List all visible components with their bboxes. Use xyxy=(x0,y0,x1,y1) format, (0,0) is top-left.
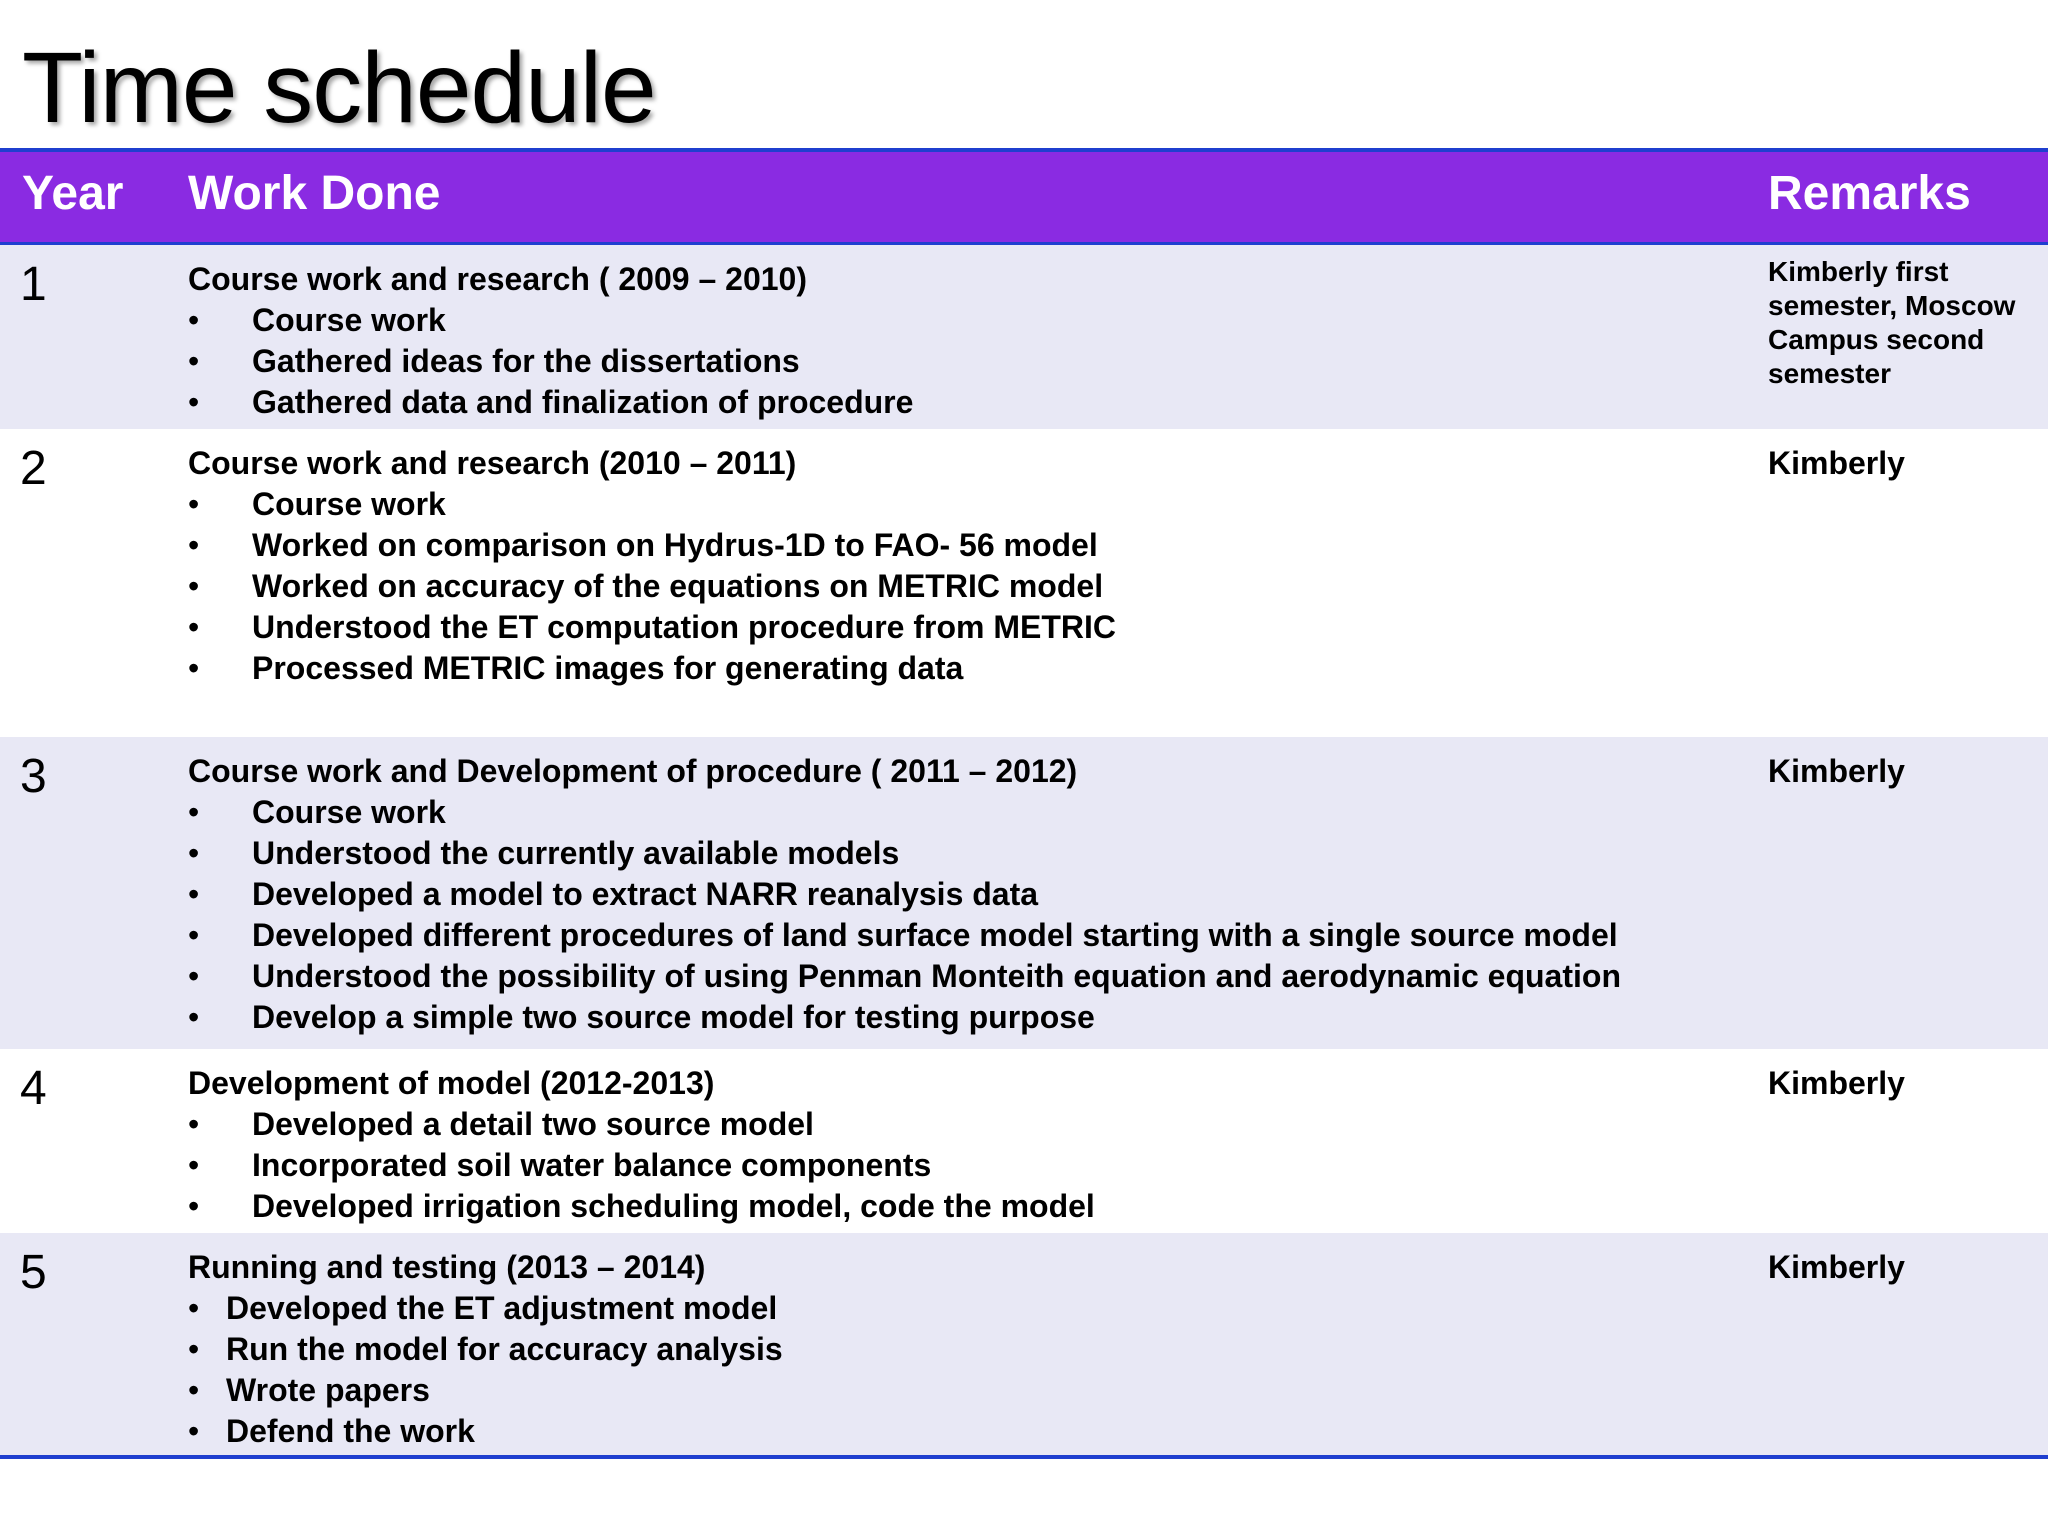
work-cell xyxy=(188,1247,1748,1452)
remarks-cell: Kimberly xyxy=(1768,445,1905,481)
bullet-icon: • xyxy=(188,343,200,379)
work-heading: Course work and Development of procedure ( 2011 – 2012) xyxy=(188,753,1078,789)
list-item xyxy=(188,525,1748,566)
list-item xyxy=(188,792,1748,833)
table-row xyxy=(0,737,2048,1049)
work-heading: Running and testing (2013 – 2014) xyxy=(188,1249,706,1285)
bullet-icon: • xyxy=(188,302,200,338)
bullet-icon: • xyxy=(188,876,200,912)
list-item-text: Incorporated soil water balance components xyxy=(252,1147,932,1183)
bullet-icon: • xyxy=(188,958,200,994)
list-item-text: Developed a model to extract NARR reanalysis data xyxy=(252,876,1039,912)
list-item-text: Understood the possibility of using Penman Monteith equation and aerodynamic equation xyxy=(252,958,1621,994)
list-item xyxy=(188,956,1748,997)
bullet-icon: • xyxy=(188,568,200,604)
year-cell: 2 xyxy=(20,442,47,495)
list-item-text: Developed different procedures of land surface model starting with a single source model xyxy=(252,917,1618,953)
year-cell: 1 xyxy=(20,258,47,311)
bullet-icon: • xyxy=(188,527,200,563)
remarks-cell: Kimberly xyxy=(1768,1249,1905,1285)
list-item-text: Course work xyxy=(252,486,446,522)
year-cell: 5 xyxy=(20,1246,47,1299)
list-item xyxy=(188,833,1748,874)
remarks-cell: Kimberly xyxy=(1768,753,1905,789)
table-header-row xyxy=(0,152,2048,245)
work-cell xyxy=(188,1063,1748,1227)
list-item-text: Developed a detail two source model xyxy=(252,1106,814,1142)
bullet-icon: • xyxy=(188,384,200,420)
list-item xyxy=(188,997,1748,1038)
list-item xyxy=(188,1104,1748,1145)
list-item-text: Worked on accuracy of the equations on METRIC model xyxy=(252,568,1104,604)
list-item xyxy=(188,874,1748,915)
list-item xyxy=(188,382,1748,423)
list-item xyxy=(188,915,1748,956)
work-list xyxy=(188,792,1748,1038)
bullet-icon: • xyxy=(188,1413,200,1449)
work-heading: Course work and research (2010 – 2011) xyxy=(188,445,797,481)
list-item-text: Gathered ideas for the dissertations xyxy=(252,343,800,379)
list-item xyxy=(188,1411,1748,1452)
bullet-icon: • xyxy=(188,1331,200,1367)
list-item-text: Worked on comparison on Hydrus-1D to FAO- 56 model xyxy=(252,527,1098,563)
list-item-text: Course work xyxy=(252,794,446,830)
table-row xyxy=(0,429,2048,737)
year-cell: 3 xyxy=(20,750,47,803)
work-list xyxy=(188,300,1748,423)
work-list xyxy=(188,1288,1748,1452)
bullet-icon: • xyxy=(188,1188,200,1224)
list-item-text: Developed the ET adjustment model xyxy=(226,1290,778,1326)
bullet-icon: • xyxy=(188,917,200,953)
page-title: Time schedule xyxy=(22,32,656,144)
list-item xyxy=(188,1288,1748,1329)
bullet-icon: • xyxy=(188,1147,200,1183)
bullet-icon: • xyxy=(188,486,200,522)
work-heading: Course work and research ( 2009 – 2010) xyxy=(188,261,807,297)
remarks-cell: Kimberly xyxy=(1768,1065,1905,1101)
table-row xyxy=(0,245,2048,429)
list-item-text: Develop a simple two source model for testing purpose xyxy=(252,999,1095,1035)
list-item-text: Wrote papers xyxy=(226,1372,430,1408)
list-item-text: Understood the ET computation procedure from METRIC xyxy=(252,609,1117,645)
bullet-icon: • xyxy=(188,1372,200,1408)
list-item-text: Developed irrigation scheduling model, code the model xyxy=(252,1188,1095,1224)
header-work-done: Work Done xyxy=(188,167,441,220)
list-item-text: Understood the currently available models xyxy=(252,835,900,871)
list-item xyxy=(188,1186,1748,1227)
list-item-text: Defend the work xyxy=(226,1413,475,1449)
list-item-text: Course work xyxy=(252,302,446,338)
work-list xyxy=(188,484,1748,689)
bullet-icon: • xyxy=(188,835,200,871)
list-item xyxy=(188,300,1748,341)
list-item-text: Gathered data and finalization of procedure xyxy=(252,384,914,420)
header-remarks: Remarks xyxy=(1768,167,1971,220)
list-item xyxy=(188,607,1748,648)
list-item xyxy=(188,566,1748,607)
bullet-icon: • xyxy=(188,609,200,645)
list-item xyxy=(188,341,1748,382)
list-item-text: Processed METRIC images for generating data xyxy=(252,650,964,686)
list-item xyxy=(188,648,1748,689)
list-item xyxy=(188,1370,1748,1411)
work-cell xyxy=(188,259,1748,423)
bullet-icon: • xyxy=(188,1106,200,1142)
schedule-table xyxy=(0,148,2048,1459)
table-row xyxy=(0,1049,2048,1233)
list-item xyxy=(188,1329,1748,1370)
work-list xyxy=(188,1104,1748,1227)
table-row xyxy=(0,1233,2048,1455)
work-heading: Development of model (2012-2013) xyxy=(188,1065,715,1101)
work-cell xyxy=(188,443,1748,689)
work-cell xyxy=(188,751,1748,1038)
list-item xyxy=(188,1145,1748,1186)
bullet-icon: • xyxy=(188,999,200,1035)
list-item xyxy=(188,484,1748,525)
header-year: Year xyxy=(22,167,124,220)
remarks-cell: Kimberly first semester, Moscow Campus second semester xyxy=(1768,256,2016,389)
bullet-icon: • xyxy=(188,1290,200,1326)
list-item-text: Run the model for accuracy analysis xyxy=(226,1331,783,1367)
year-cell: 4 xyxy=(20,1062,47,1115)
bullet-icon: • xyxy=(188,650,200,686)
bullet-icon: • xyxy=(188,794,200,830)
